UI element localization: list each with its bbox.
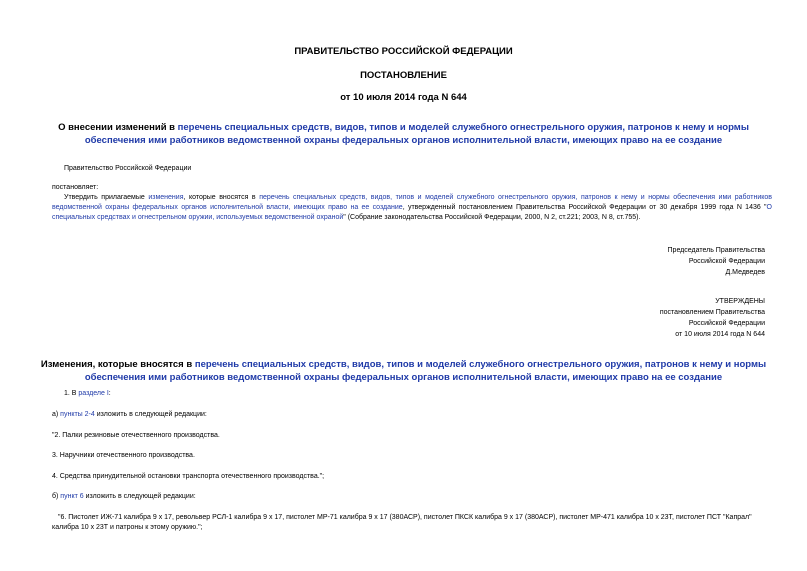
quote-item-2: "2. Палки резиновые отечественного производства. bbox=[52, 432, 220, 439]
signature-line-1: Председатель Правительства bbox=[667, 247, 765, 254]
approve-paragraph bbox=[52, 193, 772, 223]
government-heading: ПРАВИТЕЛЬСТВО РОССИЙСКОЙ ФЕДЕРАЦИИ bbox=[294, 46, 513, 57]
decree-link[interactable]: О специальных средствах и огнестрельном оружии, используемых ведомственной охраной bbox=[52, 204, 772, 221]
doc-type-heading: ПОСТАНОВЛЕНИЕ bbox=[360, 70, 447, 81]
item-b-pre: б) bbox=[52, 493, 61, 500]
resolves-line: постановляет: bbox=[52, 184, 99, 191]
doc-title bbox=[40, 121, 767, 147]
item-1-pre: 1. В bbox=[64, 390, 79, 397]
doc-title-link[interactable]: перечень специальных средств, видов, типов и моделей служебного огнестрельного оружия, патронов к нему и нормы обеспечения ими работников ведомственной охраны федеральных органов исполнительной власти, имеющих право на ее создание bbox=[84, 122, 749, 146]
signature-line-3: Д.Медведев bbox=[725, 269, 765, 276]
changes-title-link[interactable]: перечень специальных средств, видов, типов и моделей служебного огнестрельного оружия, патронов к нему и нормы обеспечения ими работников ведомственной охраны федеральных органов исполнительной власти, имеющих право на ее создание bbox=[84, 359, 767, 383]
item-1-post: : bbox=[108, 390, 111, 397]
section-i-link[interactable]: разделе I bbox=[78, 390, 109, 397]
item-1 bbox=[64, 389, 111, 399]
approve-pre: Утвердить прилагаемые bbox=[64, 194, 149, 201]
doc-title-prefix: О внесении изменений в bbox=[58, 122, 178, 133]
changes-title-prefix: Изменения, которые вносятся в bbox=[40, 359, 195, 370]
doc-date-number: от 10 июля 2014 года N 644 bbox=[340, 92, 467, 103]
points-2-4-link[interactable]: пункты 2-4 bbox=[60, 411, 95, 418]
item-a-post: изложить в следующей редакции: bbox=[94, 411, 207, 418]
approve-post: " (Собрание законодательства Российской Федерации, 2000, N 2, ст.221; 2003, N 8, ст.755). bbox=[343, 214, 641, 221]
quote-item-3: 3. Наручники отечественного производства. bbox=[52, 452, 195, 459]
approve-mid2: , утвержденный постановлением Правительства Российской Федерации от 30 декабря 1999 года N 1436 " bbox=[402, 204, 767, 211]
item-b bbox=[52, 492, 196, 502]
changes-link[interactable]: изменения bbox=[148, 194, 184, 201]
item-a bbox=[52, 410, 207, 420]
signature-block bbox=[668, 245, 765, 278]
government-line: Правительство Российской Федерации bbox=[64, 165, 192, 172]
changes-title bbox=[40, 358, 767, 384]
item-b-post: изложить в следующей редакции: bbox=[83, 493, 196, 500]
signature-line-2: Российской Федерации bbox=[688, 258, 765, 265]
approved-line-3: Российской Федерации bbox=[688, 320, 765, 327]
point-6-link[interactable]: пункт 6 bbox=[60, 493, 84, 500]
quote-item-6: "6. Пистолет ИЖ-71 калибра 9 х 17, револьвер РСЛ-1 калибра 9 х 17, пистолет МР-71 калибра 9 х 17 (380АСР), пистолет ПКСК калибра 9 х 17 (380АСР), пистолет МР-471 калибра 10 х 23Т, пистолет ПСТ "Капрал" калибра 10 х 23Т и патроны к этому оружию."; bbox=[52, 514, 752, 531]
approve-mid1: , которые вносятся в bbox=[183, 194, 260, 201]
item-a-pre: а) bbox=[52, 411, 61, 418]
list-link[interactable]: перечень специальных средств, видов, типов и моделей служебного огнестрельного оружия, патронов к нему и нормы обеспечения ими работников ведомственной охраны федеральных органов исполнительной власти, имеющих право на ее создание bbox=[52, 194, 772, 211]
approved-line-1: УТВЕРЖДЕНЫ bbox=[715, 298, 765, 305]
approved-line-2: постановлением Правительства bbox=[659, 309, 765, 316]
approved-line-4: от 10 июля 2014 года N 644 bbox=[675, 331, 765, 338]
approved-block bbox=[660, 296, 765, 340]
quote-item-4: 4. Средства принудительной остановки транспорта отечественного производства."; bbox=[52, 473, 325, 480]
